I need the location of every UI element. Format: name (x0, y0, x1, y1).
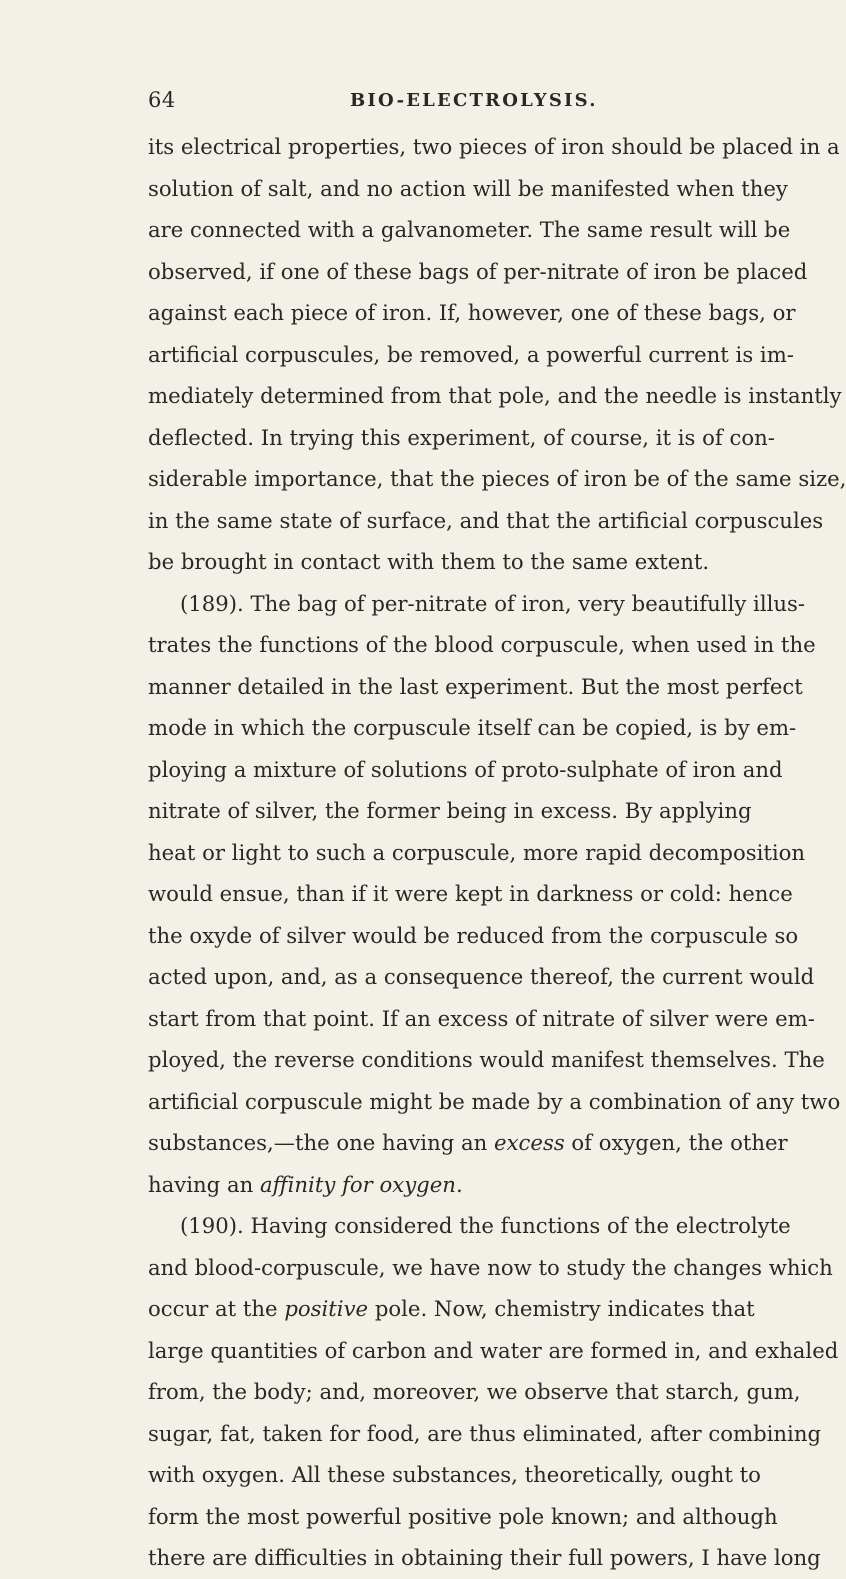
italic-term: positive (284, 1296, 369, 1321)
text-line: acted upon, and, as a consequence thereof, the current would (148, 964, 815, 989)
text-line: mode in which the corpuscule itself can be copied, is by em- (148, 715, 797, 740)
line-text: of oxygen, the other (564, 1130, 788, 1155)
text-line: in the same state of surface, and that the artificial corpuscules (148, 507, 824, 533)
line-text: occur at the (148, 1296, 285, 1321)
running-title: BIO-ELECTROLYSIS. (350, 90, 598, 111)
text-line: the oxyde of silver would be reduced from the corpuscule so (148, 922, 799, 948)
text-line: start from that point. If an excess of nitrate of silver were em- (148, 1005, 815, 1031)
text-line: deflected. In trying this experiment, of course, it is of con- (148, 424, 775, 450)
body-text (148, 126, 846, 1579)
text-line: artificial corpuscule might be made by a combination of any two (148, 1088, 841, 1114)
text-line: nitrate of silver, the former being in excess. By applying (148, 798, 752, 823)
line-text: . (455, 1171, 463, 1197)
text-line: would ensue, than if it were kept in darkness or cold: hence (148, 881, 793, 906)
italic-term: affinity for oxygen (259, 1171, 456, 1197)
paragraph-start-line: (190). Having considered the functions of the electrolyte (180, 1213, 791, 1238)
paragraph-start-line: (189). The bag of per-nitrate of iron, very beautifully illus- (180, 590, 806, 616)
text-line: manner detailed in the last experiment. But the most perfect (148, 673, 803, 699)
running-head (148, 88, 738, 118)
text-line (148, 1122, 788, 1164)
text-line: there are difficulties in obtaining their full powers, I have long (148, 1545, 821, 1570)
line-text: substances,—the one having an (148, 1130, 495, 1155)
text-line (148, 1164, 738, 1206)
text-line: large quantities of carbon and water are formed in, and exhaled (148, 1337, 839, 1363)
text-line: form the most powerful positive pole known; and although (148, 1503, 778, 1529)
text-line: mediately determined from that pole, and the needle is instantly (148, 383, 842, 408)
text-line: its electrical properties, two pieces of iron should be placed in a (148, 134, 840, 159)
text-line: sugar, fat, taken for food, are thus eliminated, after combining (148, 1420, 822, 1446)
line-text: pole. Now, chemistry indicates that (368, 1296, 755, 1321)
text-line: solution of salt, and no action will be manifested when they (148, 175, 788, 201)
text-line: and blood-corpuscule, we have now to study the changes which (148, 1254, 833, 1280)
text-line: are connected with a galvanometer. The same result will be (148, 217, 791, 242)
line-text: having an (148, 1171, 260, 1197)
text-line: ploying a mixture of solutions of proto-sulphate of iron and (148, 756, 783, 782)
text-line: against each piece of iron. If, however, one of these bags, or (148, 300, 796, 325)
page-number: 64 (148, 88, 176, 112)
text-line: observed, if one of these bags of per-nitrate of iron be placed (148, 258, 808, 284)
text-line: from, the body; and, moreover, we observe that starch, gum, (148, 1379, 801, 1404)
text-line: be brought in contact with them to the same extent. (148, 549, 710, 574)
text-line: with oxygen. All these substances, theoretically, ought to (148, 1462, 761, 1487)
text-line: trates the functions of the blood corpuscule, when used in the (148, 632, 816, 657)
text-line: artificial corpuscules, be removed, a powerful current is im- (148, 341, 794, 367)
text-line: siderable importance, that the pieces of iron be of the same size, (148, 466, 846, 491)
text-line (148, 1288, 755, 1330)
text-line: ployed, the reverse conditions would manifest themselves. The (148, 1047, 825, 1072)
italic-term: excess (494, 1130, 565, 1155)
text-line: heat or light to such a corpuscule, more rapid decomposition (148, 839, 806, 865)
